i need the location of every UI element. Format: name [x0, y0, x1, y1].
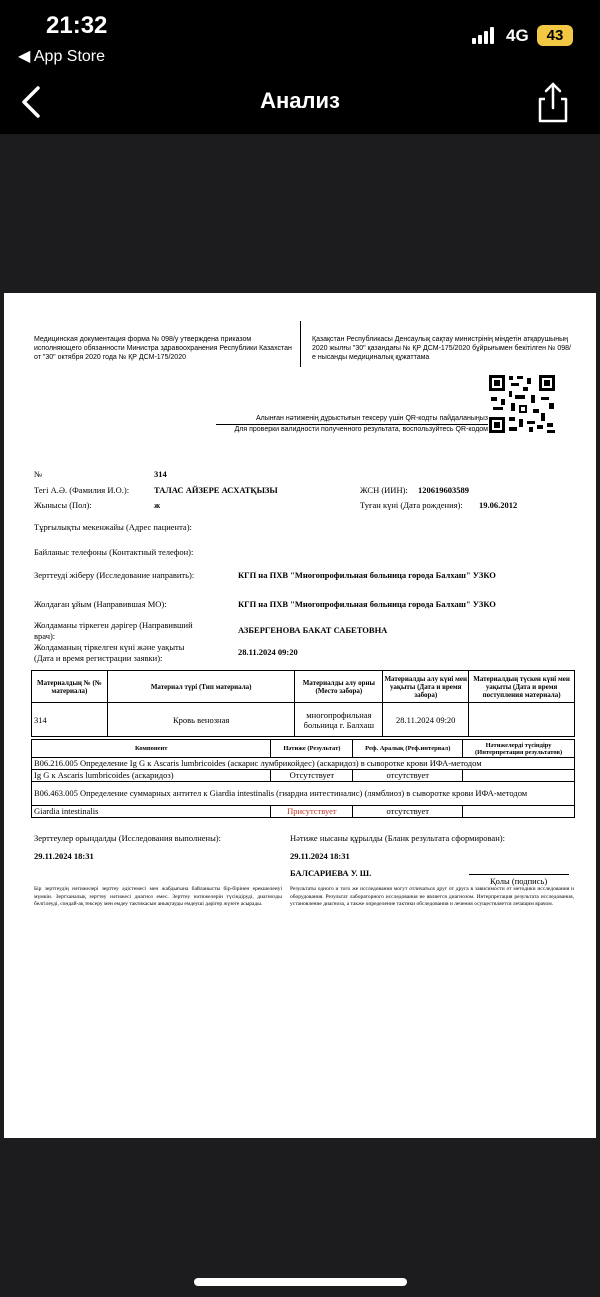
- material-header-2: Материалды алу орны (Место забора): [295, 671, 383, 703]
- name-value: ТАЛАС АЙЗЕРЕ АСХАТҚЫЗЫ: [154, 485, 278, 495]
- material-header-1: Материал түрі (Тип материала): [107, 671, 295, 703]
- direct-label: Зерттеуді жіберу (Исследование направить):: [34, 570, 195, 580]
- navigation-bar: [0, 76, 600, 132]
- qr-note: [216, 414, 488, 435]
- table-row: [32, 782, 575, 806]
- table-row: [32, 806, 575, 818]
- network-type: 4G: [506, 26, 529, 45]
- reg-label-2: (Дата и время регистрации заявки):: [34, 653, 163, 663]
- signal-icon: [472, 27, 498, 44]
- qr-note-kz: Алынған нәтиженің дұрыстығын тексеру үшін QR-кодты пайдаланыңыз: [216, 414, 488, 425]
- interp-giardia: [463, 806, 575, 818]
- result-giardia: Присутствует: [271, 806, 353, 818]
- ref-ascaris: отсутствует: [353, 770, 463, 782]
- material-header-3: Материалды алу күні мен уақыты (Дата и время забора): [383, 671, 469, 703]
- sex-value: ж: [154, 500, 161, 510]
- done-label: Зерттеулер орындалды (Исследования выполнены):: [34, 833, 221, 843]
- name-label: Тегі А.Ә. (Фамилия И.О.):: [34, 485, 130, 495]
- component-ascaris: Ig G к Ascaris lumbricoides (аскаридоз): [32, 770, 271, 782]
- footer-kz: Бір зерттеудің нәтижелері зерттеу әдістемесі мен жабдығына байланысты бір-бірінен ерекшеленуі мүмкін. Зертханалық зерттеу нәтижесі диагноз емес. Зерттеу нәтижелерін түсіндіруді, диагнозды белгілеуді, сондай-ақ тексеру мен емдеу тактикасын анықтауды емдеуші дәрігер жүзеге асырады.: [34, 886, 282, 907]
- formed-value: 29.11.2024 18:31: [290, 851, 350, 861]
- results-header-result: Нәтиже (Результат): [271, 740, 353, 758]
- done-value: 29.11.2024 18:31: [34, 851, 94, 861]
- qr-note-ru: Для проверки валидности полученного результата, воспользуйтесь QR-кодом: [234, 426, 488, 433]
- address-label: Тұрғылықты мекенжайы (Адрес пациента):: [34, 522, 192, 532]
- qr-code-icon: [487, 373, 557, 435]
- component-giardia: Giardia intestinalis: [32, 806, 271, 818]
- footer-ru: Результаты одного и того же исследования могут отличаться друг от друга в зависимости от методики исследования и оборудования. Результат лабораторного исследования не является диагнозом. Интерпретация результата исследования, установление диагноза, а также определение тактики обследования и лечения осуществляется лечащим врачом.: [290, 886, 574, 907]
- back-to-app-store-link[interactable]: ◀ App Store: [18, 48, 106, 65]
- material-date: 28.11.2024 09:20: [383, 703, 469, 737]
- signature-label: Қолы (подпись): [490, 876, 548, 886]
- interp-ascaris: [463, 770, 575, 782]
- section-giardia: B06.463.005 Определение суммарных антител к Giardia intestinalis (гиардиа интестиналис) (лямблиоз) в сыворотке крови ИФА-методом: [32, 782, 575, 806]
- number-label: №: [34, 469, 43, 479]
- status-time: 21:32: [46, 12, 108, 39]
- number-value: 314: [154, 469, 167, 479]
- iin-label: ЖСН (ИИН):: [360, 485, 408, 495]
- result-ascaris: Отсутствует: [271, 770, 353, 782]
- reg-label-1: Жолдаманың тіркелген күні және уақыты: [34, 642, 185, 652]
- material-number: 314: [32, 703, 108, 737]
- results-header-interp: Нәтижелерді түсіндіру (Интерпретация результатов): [463, 740, 575, 758]
- results-header-component: Компонент: [32, 740, 271, 758]
- dob-value: 19.06.2012: [479, 500, 518, 510]
- formed-label: Нәтиже нысаны құрылды (Бланк результата сформирован):: [290, 833, 505, 843]
- material-header-0: Материалдың № (№ материала): [32, 671, 108, 703]
- reg-value: 28.11.2024 09:20: [238, 647, 298, 657]
- analysis-document: [4, 293, 596, 1138]
- table-row: [32, 703, 575, 737]
- material-header-4: Материалдың түскен күні мен уақыты (Дата и время поступления материала): [469, 671, 575, 703]
- share-button[interactable]: [532, 80, 574, 124]
- signer-name: БАЛСАРИЕВА У. Ш.: [290, 868, 372, 878]
- status-bar: [0, 0, 600, 75]
- section-ascaris: B06.216.005 Определение Ig G к Ascaris lumbricoides (аскарис лумбрикойдес) (аскаридоз) в сыворотке крови ИФА-методом: [32, 758, 575, 770]
- table-row: [32, 770, 575, 782]
- direct-value: КГП на ПХВ "Многопрофильная больница города Балхаш" УЗКО: [238, 570, 496, 580]
- doctor-label-1: Жолдаманы тіркеген дәрігер (Направивший: [34, 620, 193, 630]
- sex-label: Жынысы (Пол):: [34, 500, 92, 510]
- iin-value: 120619603589: [418, 485, 469, 495]
- table-row: [32, 758, 575, 770]
- header-right: Қазақстан Республикасы Денсаулық сақтау министрінің міндетін атқарушының 2020 жылғы "30" қазандағы № ҚР ДСМ-175/2020 бұйрығымен бекітілген № 098/е нысанды медициналық құжаттама: [312, 336, 571, 361]
- material-table: [31, 670, 575, 737]
- battery-icon: [537, 25, 573, 46]
- page-title: Анализ: [260, 88, 340, 113]
- header-left: Медицинская документация форма № 098/у утверждена приказом исполняющего обязанности Министра здравоохранения Республики Казахстан от "30" октября 2020 года № ҚР ДСМ-175/2020: [34, 336, 292, 361]
- results-table: [31, 739, 575, 818]
- phone-label: Байланыс телефоны (Контактный телефон):: [34, 547, 194, 557]
- material-place: многопрофильная больница г. Балхаш: [295, 703, 383, 737]
- doctor-value: АЗБЕРГЕНОВА БАКАТ САБЕТОВНА: [238, 625, 388, 635]
- mo-value: КГП на ПХВ "Многопрофильная больница города Балхаш" УЗКО: [238, 599, 496, 609]
- header-divider: [300, 321, 301, 367]
- ref-giardia: отсутствует: [353, 806, 463, 818]
- dob-label: Туған күні (Дата рождения):: [360, 500, 463, 510]
- battery-level: 43: [546, 27, 564, 44]
- results-header-ref: Реф. Аралық (Реф.интервал): [353, 740, 463, 758]
- home-indicator[interactable]: [194, 1278, 407, 1286]
- share-icon: [532, 80, 574, 124]
- mo-label: Жолдаған ұйым (Направившая МО):: [34, 599, 167, 609]
- doctor-label-2: врач):: [34, 631, 56, 641]
- material-received: [469, 703, 575, 737]
- signature-line: [469, 874, 569, 875]
- material-type: Кровь венозная: [107, 703, 295, 737]
